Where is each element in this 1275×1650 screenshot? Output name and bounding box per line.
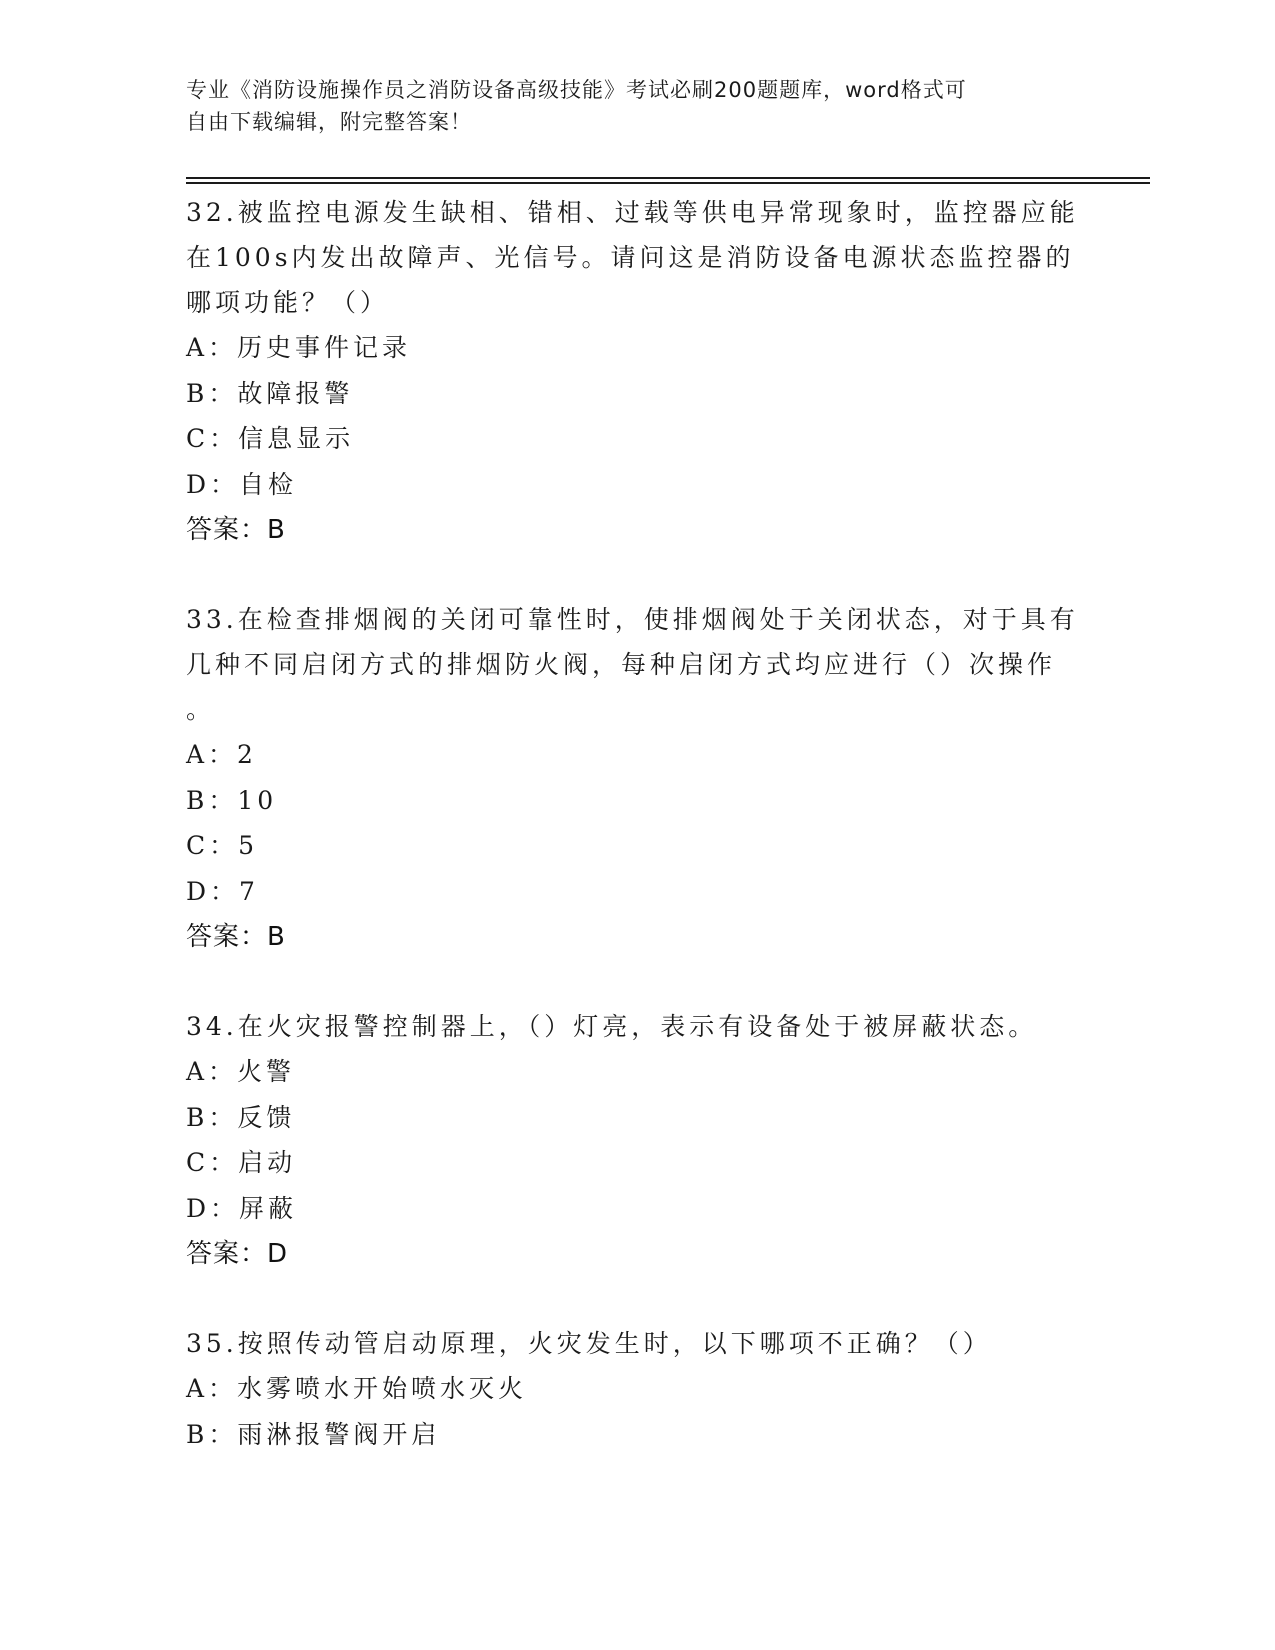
question-stem	[186, 1321, 1086, 1366]
option-a: A：历史事件记录	[186, 333, 412, 362]
question-32	[186, 190, 1086, 553]
answer-line: 答案：D	[186, 1239, 289, 1269]
stem-line: 33.在检查排烟阀的关闭可靠性时，使排烟阀处于关闭状态，对于具有	[186, 605, 1079, 634]
stem-line: 32.被监控电源发生缺相、错相、过载等供电异常现象时，监控器应能	[186, 198, 1079, 227]
option-d: D：屏蔽	[186, 1193, 298, 1223]
question-stem	[186, 190, 1086, 325]
option-c: C：启动	[186, 1148, 297, 1177]
option-c: C：信息显示	[186, 424, 355, 453]
document-header	[186, 74, 1066, 138]
question-33	[186, 597, 1086, 960]
stem-line: 35.按照传动管启动原理，火灾发生时，以下哪项不正确？（）	[186, 1329, 992, 1358]
option-a: A：火警	[186, 1057, 296, 1086]
question-stem	[186, 597, 1086, 732]
question-stem	[186, 1004, 1086, 1049]
header-line-1: 专业《消防设施操作员之消防设备高级技能》考试必刷200题题库，word格式可	[186, 78, 967, 102]
answer-line: 答案：B	[186, 922, 286, 952]
option-b: B：故障报警	[186, 378, 354, 408]
stem-line: 。	[186, 695, 216, 724]
question-35	[186, 1321, 1086, 1457]
option-c: C：5	[186, 831, 259, 860]
stem-line: 34.在火灾报警控制器上，（）灯亮，表示有设备处于被屏蔽状态。	[186, 1012, 1038, 1041]
answer-line: 答案：B	[186, 515, 286, 545]
header-divider-bottom	[186, 182, 1150, 184]
option-d: D：7	[186, 876, 259, 906]
stem-line: 哪项功能？（）	[186, 288, 390, 317]
question-list	[186, 190, 1086, 1501]
stem-line: 几种不同启闭方式的排烟防火阀，每种启闭方式均应进行（）次操作	[186, 650, 1057, 679]
header-line-2: 自由下载编辑，附完整答案！	[186, 110, 472, 134]
option-b: B：雨淋报警阀开启	[186, 1419, 441, 1449]
option-b: B：反馈	[186, 1102, 296, 1132]
stem-line: 在100s内发出故障声、光信号。请问这是消防设备电源状态监控器的	[186, 243, 1075, 272]
option-a: A：水雾喷水开始喷水灭火	[186, 1374, 528, 1403]
option-b: B：10	[186, 785, 278, 815]
header-divider-top	[186, 177, 1150, 179]
question-34	[186, 1004, 1086, 1277]
option-d: D：自检	[186, 469, 298, 499]
option-a: A：2	[186, 740, 257, 769]
